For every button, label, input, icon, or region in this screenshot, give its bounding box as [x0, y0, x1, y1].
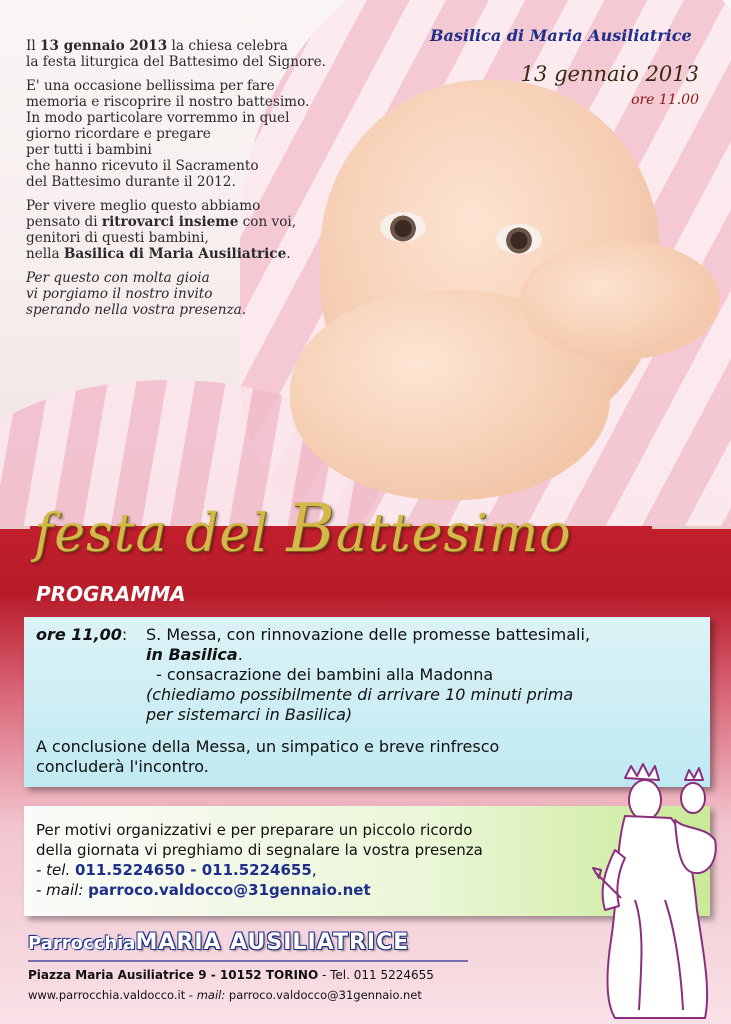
- logo-underline: [28, 960, 468, 962]
- intro-text-span: la chiesa celebra: [167, 38, 288, 54]
- title-divider-left: [0, 526, 30, 529]
- address-main: Piazza Maria Ausiliatrice 9 - 10152 TORINO: [28, 968, 319, 982]
- intro-paragraph-3: [26, 198, 336, 262]
- conclusion-line: concluderà l'incontro.: [36, 757, 209, 776]
- title-band: [0, 488, 731, 568]
- venue-title: Basilica di Maria Ausiliatrice: [430, 26, 692, 45]
- program-mass: S. Messa, con rinnovazione delle promesse battesimali,: [146, 625, 591, 644]
- intro-line: Per vivere meglio questo abbiamo: [26, 198, 261, 214]
- contact-punct: ,: [311, 861, 317, 879]
- intro-line: sperando nella vostra presenza.: [26, 302, 247, 318]
- intro-emphasis: Basilica di Maria Ausiliatrice: [63, 246, 287, 262]
- footer-separator: -: [185, 988, 197, 1002]
- intro-text-span: .: [286, 246, 291, 262]
- baby-eye-left: [380, 212, 426, 242]
- contact-tel-label: - tel.: [36, 861, 75, 879]
- intro-line: che hanno ricevuto il Sacramento: [26, 158, 259, 174]
- program-location: in Basilica: [146, 645, 238, 664]
- program-time: ore 11,00: [36, 625, 122, 644]
- title-part: festa del: [34, 504, 287, 564]
- footer-address: [28, 968, 434, 982]
- program-consecration: - consacrazione dei bambini alla Madonna: [156, 665, 494, 684]
- logo-prefix: Parrocchia: [28, 933, 136, 954]
- contact-line: Per motivi organizzativi e per preparare un piccolo ricordo: [36, 821, 473, 839]
- program-row: [36, 625, 696, 645]
- program-line: [36, 665, 696, 685]
- baby-hand: [520, 240, 720, 360]
- program-punct: .: [237, 645, 243, 664]
- program-note: (chiediamo possibilmente di arrivare 10 minuti prima: [146, 685, 574, 704]
- intro-paragraph-2: [26, 78, 336, 190]
- footer-web: [28, 988, 422, 1002]
- conclusion-line: A conclusione della Messa, un simpatico e breve rinfresco: [36, 737, 500, 756]
- intro-paragraph-1: [26, 38, 336, 70]
- footer-email-link[interactable]: parroco.valdocco@31gennaio.net: [225, 988, 422, 1002]
- baby-eye-right: [496, 224, 542, 254]
- intro-paragraph-4: [26, 270, 336, 318]
- program-time-wrap: [36, 625, 146, 645]
- footer-mail-label: mail:: [196, 988, 226, 1002]
- website-link[interactable]: www.parrocchia.valdocco.it: [28, 988, 186, 1002]
- intro-text-span: la festa liturgica del Battesimo del Signore.: [26, 54, 326, 70]
- intro-date: 13 gennaio 2013: [40, 38, 168, 54]
- intro-emphasis: ritrovarci insieme: [101, 214, 239, 230]
- intro-line: giorno ricordare e pregare: [26, 126, 211, 142]
- intro-line: E' una occasione bellissima per fare: [26, 78, 275, 94]
- event-time: ore 11.00: [631, 92, 699, 108]
- program-heading: PROGRAMMA: [36, 582, 186, 606]
- title-divider-right: [652, 526, 731, 529]
- intro-line: Per questo con molta gioia: [26, 270, 210, 286]
- intro-text-span: con voi,: [238, 214, 297, 230]
- program-colon: :: [121, 625, 128, 644]
- contact-line: della giornata vi preghiamo di segnalare la vostra presenza: [36, 841, 483, 859]
- intro-line: genitori di questi bambini,: [26, 230, 209, 246]
- parish-logo: [28, 930, 409, 955]
- address-phone: - Tel. 011 5224655: [318, 968, 434, 982]
- event-date: 13 gennaio 2013: [520, 62, 699, 86]
- contact-mail-label: - mail:: [36, 881, 89, 899]
- intro-line: per tutti i bambini: [26, 142, 152, 158]
- program-line: [36, 685, 696, 705]
- intro-text-span: pensato di: [26, 214, 102, 230]
- intro-line: memoria e riscoprire il nostro battesimo.: [26, 94, 310, 110]
- intro-line: In modo particolare vorremmo in quel: [26, 110, 290, 126]
- program-line: [36, 645, 696, 665]
- logo-main: MARIA AUSILIATRICE: [135, 930, 410, 955]
- intro-text-span: nella: [26, 246, 64, 262]
- title-part: attesimo: [335, 504, 572, 564]
- program-note: per sistemarci in Basilica): [146, 705, 353, 724]
- intro-text: [26, 38, 336, 326]
- title-initial: B: [286, 490, 336, 567]
- program-line: [36, 705, 696, 725]
- intro-line: del Battesimo durante il 2012.: [26, 174, 236, 190]
- intro-text-span: Il: [26, 38, 41, 54]
- contact-phone[interactable]: 011.5224650 - 011.5224655: [75, 861, 312, 879]
- madonna-figure-icon: [585, 760, 725, 1020]
- event-title: [34, 490, 571, 567]
- intro-line: vi porgiamo il nostro invito: [26, 286, 213, 302]
- contact-email-link[interactable]: parroco.valdocco@31gennaio.net: [88, 881, 371, 899]
